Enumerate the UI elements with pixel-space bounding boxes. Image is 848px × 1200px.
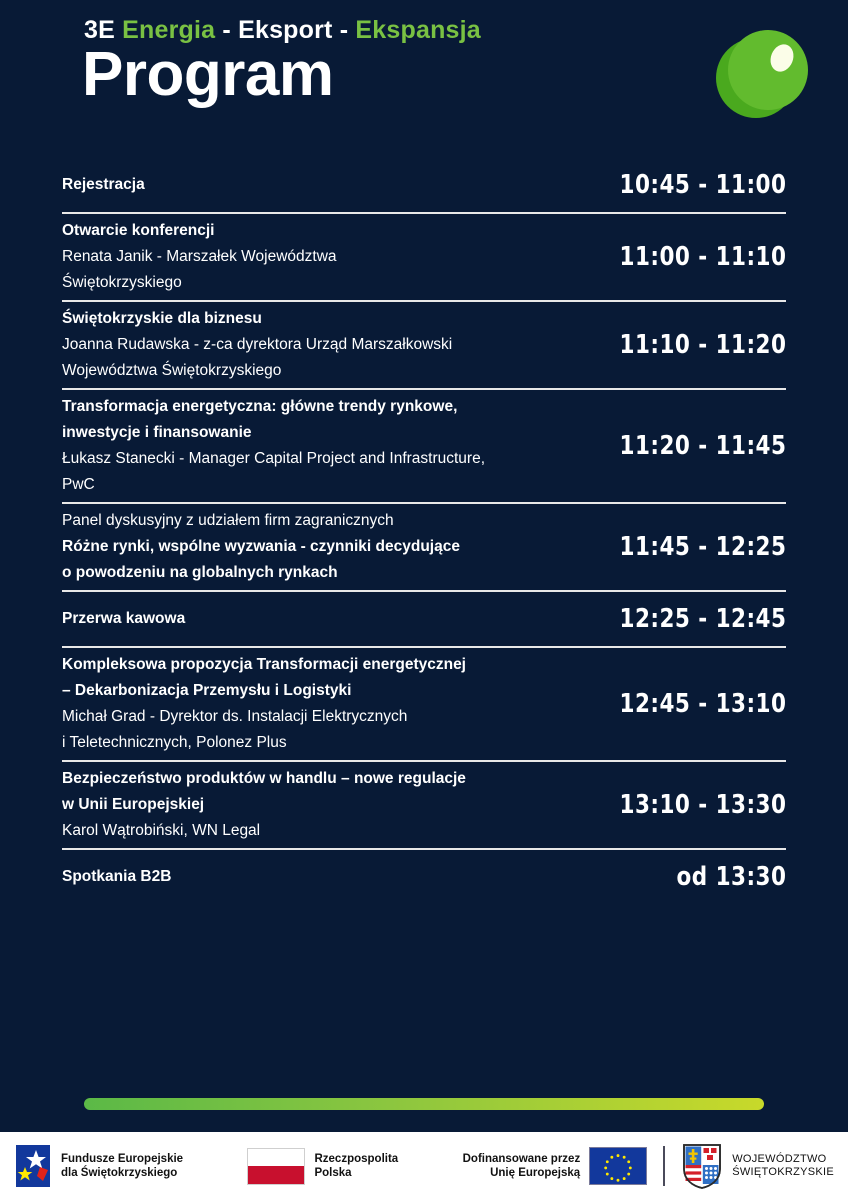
session-speaker-line: PwC xyxy=(62,476,95,493)
program-row-text xyxy=(62,508,472,586)
session-title-line: Otwarcie konferencji xyxy=(62,222,215,239)
session-title-line: – Dekarbonizacja Przemysłu i Logistyki xyxy=(62,682,352,699)
session-time: 12:45 - 13:10 xyxy=(619,689,786,719)
session-title-line: Przerwa kawowa xyxy=(62,610,186,627)
voivodeship-block xyxy=(681,1142,834,1190)
green-sphere-logo xyxy=(712,22,810,126)
session-time: 12:25 - 12:45 xyxy=(619,604,786,634)
program-row xyxy=(62,504,786,590)
eu-funds-label xyxy=(61,1152,183,1180)
page-title: Program xyxy=(82,40,334,109)
session-time: 13:10 - 13:30 xyxy=(619,790,786,820)
voivodeship-line-2: ŚWIĘTOKRZYSKIE xyxy=(732,1166,834,1178)
session-speaker-line: Łukasz Stanecki - Manager Capital Project and Infrastructure, xyxy=(62,450,486,467)
tagline-word-energia: Energia xyxy=(122,16,216,44)
program-row-text xyxy=(62,606,197,632)
eu-funds-line-2: dla Świętokrzyskiego xyxy=(61,1167,178,1179)
cofinanced-block xyxy=(463,1147,648,1185)
program-schedule xyxy=(62,158,786,904)
program-row xyxy=(62,302,786,388)
eu-funds-stars-logo xyxy=(14,1143,52,1189)
program-row-text xyxy=(62,766,478,844)
eu-funds-line-1: Fundusze Europejskie xyxy=(61,1153,184,1165)
session-speaker-line: i Teletechnicznych, Polonez Plus xyxy=(62,734,287,751)
green-accent-bar xyxy=(84,1098,764,1110)
session-title-line: Bezpieczeństwo produktów w handlu – nowe regulacje xyxy=(62,770,466,787)
program-row xyxy=(62,158,786,212)
funding-footer xyxy=(0,1132,848,1200)
tagline-dash-1: - xyxy=(222,16,231,44)
poland-flag xyxy=(247,1148,305,1185)
session-speaker-line: Joanna Rudawska - z-ca dyrektora Urząd Marszałkowski xyxy=(62,336,453,353)
program-row xyxy=(62,648,786,760)
session-time: 11:00 - 11:10 xyxy=(619,242,786,272)
session-title-line: inwestycje i finansowanie xyxy=(62,424,252,441)
program-row xyxy=(62,214,786,300)
session-time: 11:45 - 12:25 xyxy=(619,532,786,562)
poland-flag-red-band xyxy=(248,1166,304,1184)
session-speaker-line: Województwa Świętokrzyskiego xyxy=(62,362,282,379)
session-time: 10:45 - 11:00 xyxy=(619,170,786,200)
voivodeship-label xyxy=(732,1153,834,1180)
session-title-line: Kompleksowa propozycja Transformacji energetycznej xyxy=(62,656,466,673)
session-title-line: Świętokrzyskie dla biznesu xyxy=(62,310,262,327)
program-row-text xyxy=(62,172,157,198)
session-speaker-line: Karol Wątrobiński, WN Legal xyxy=(62,822,261,839)
program-row xyxy=(62,850,786,904)
session-time: 11:20 - 11:45 xyxy=(619,431,786,461)
cofinanced-line-1: Dofinansowane przez xyxy=(462,1153,581,1165)
eu-funds-block xyxy=(14,1143,183,1189)
session-speaker-line: Michał Grad - Dyrektor ds. Instalacji Elektrycznych xyxy=(62,708,408,725)
program-row xyxy=(62,390,786,502)
session-title-line: w Unii Europejskiej xyxy=(62,796,205,813)
voivodeship-line-1: WOJEWÓDZTWO xyxy=(732,1152,827,1165)
program-row-text xyxy=(62,394,497,498)
program-row xyxy=(62,762,786,848)
session-title-line: Transformacja energetyczna: główne trendy rynkowe, xyxy=(62,398,458,415)
republic-label xyxy=(314,1152,398,1180)
tagline-word-ekspansja: Ekspansja xyxy=(355,16,481,44)
session-time: 11:10 - 11:20 xyxy=(619,330,786,360)
cofinanced-line-2: Unię Europejską xyxy=(490,1167,581,1179)
tagline-dash-2: - xyxy=(339,16,349,44)
session-title-line: Spotkania B2B xyxy=(62,868,172,885)
program-row-text xyxy=(62,652,478,756)
session-title-line: Rejestracja xyxy=(62,176,145,193)
tagline-prefix: 3E xyxy=(84,16,115,44)
session-speaker-line: Renata Janik - Marszałek Województwa xyxy=(62,248,337,265)
session-time: od 13:30 xyxy=(676,862,786,892)
session-title-line: Różne rynki, wspólne wyzwania - czynniki decydujące xyxy=(62,538,460,555)
poster-header xyxy=(0,0,848,140)
program-row-text xyxy=(62,306,464,384)
tagline-word-eksport: Eksport xyxy=(238,16,333,44)
program-row-text xyxy=(62,218,349,296)
session-speaker-line: Świętokrzyskiego xyxy=(62,274,182,291)
republic-line-1: Rzeczpospolita xyxy=(314,1153,399,1165)
poland-flag-white-band xyxy=(248,1149,304,1167)
session-speaker-line: Panel dyskusyjny z udziałem firm zagranicznych xyxy=(62,512,394,529)
program-row xyxy=(62,592,786,646)
footer-divider xyxy=(663,1146,665,1186)
republic-line-2: Polska xyxy=(314,1167,352,1179)
republic-block xyxy=(247,1148,398,1185)
european-union-flag xyxy=(589,1147,647,1185)
session-title-line: o powodzeniu na globalnych rynkach xyxy=(62,564,338,581)
program-row-text xyxy=(62,864,183,890)
cofinanced-label xyxy=(463,1152,581,1180)
swietokrzyskie-coat-of-arms xyxy=(681,1142,723,1190)
